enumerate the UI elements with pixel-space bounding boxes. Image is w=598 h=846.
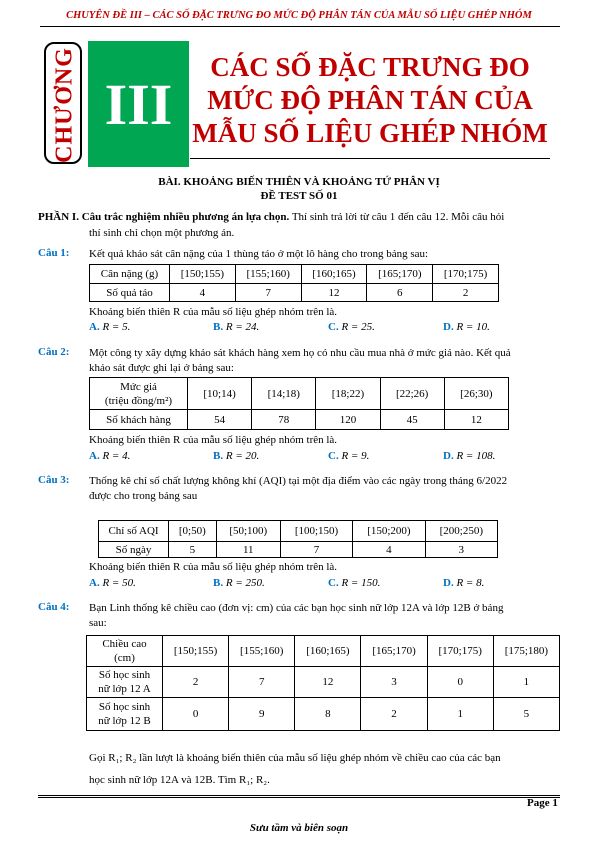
option-a[interactable]: A. R = 5.	[89, 321, 131, 333]
chapter-numeral: III	[88, 41, 189, 167]
question-4-table	[86, 635, 560, 731]
table-cell: [50;100)	[216, 521, 280, 542]
option-c[interactable]: C. R = 25.	[328, 321, 375, 333]
table-cell: 5	[169, 542, 217, 558]
option-d[interactable]: D. R = 8.	[443, 577, 485, 589]
table-cell: 120	[316, 410, 380, 430]
table-cell: [200;250)	[425, 521, 497, 542]
question-1-label: Câu 1:	[38, 247, 70, 259]
option-b[interactable]: B. R = 20.	[213, 450, 260, 462]
footer-credit: Sưu tầm và biên soạn	[249, 822, 349, 834]
table-cell: [175;180)	[493, 636, 559, 667]
table-cell: [10;14)	[188, 378, 252, 410]
part-label: PHẦN I. Câu trắc nghiệm nhiều phương án lựa chọn.	[38, 211, 290, 223]
table-cell: 5	[493, 698, 559, 731]
table-header-cell: Chiều cao (cm)	[87, 636, 163, 667]
table-cell: [155;160)	[235, 265, 301, 284]
document-header: CHUYÊN ĐỀ III – CÁC SỐ ĐẶC TRƯNG ĐO MỨC ĐỘ PHÂN TÁN CỦA MẪU SỐ LIỆU GHÉP NHÓM	[66, 10, 532, 21]
table-cell: [150;155)	[170, 265, 236, 284]
option-d[interactable]: D. R = 108.	[443, 450, 496, 462]
table-cell: Số quả táo	[90, 284, 170, 302]
table-cell: 3	[361, 667, 427, 698]
table-header-cell: Mức giá (triệu đồng/m²)	[90, 378, 188, 410]
question-1-text: Kết quả khảo sát cân nặng của 1 thùng táo ở một lô hàng cho trong bảng sau:	[89, 248, 429, 260]
question-4-ask: Gọi R₁; R₂ lần lượt là khoảng biến thiên của mẫu số liệu ghép nhóm về chiều cao của các bạn học sinh nữ lớp 12A và 12B. Tìm R₁; R₂.	[89, 752, 501, 786]
table-cell: 4	[170, 284, 236, 302]
table-cell: 11	[216, 542, 280, 558]
question-4-label: Câu 4:	[38, 601, 70, 613]
table-cell: 78	[252, 410, 316, 430]
table-cell: 8	[295, 698, 361, 731]
header-divider	[40, 26, 560, 27]
part-text: thí sinh chỉ chọn một phương án.	[89, 227, 235, 239]
option-b[interactable]: B. R = 24.	[213, 321, 260, 333]
question-3-text: Thống kê chỉ số chất lượng không khí (AQI) tại một địa điểm vào các ngày trong tháng 6/2022 được cho trong bảng sau	[89, 475, 508, 502]
table-cell: [100;150)	[280, 521, 352, 542]
table-cell: 0	[427, 667, 493, 698]
chapter-title-line: MẪU SỐ LIỆU GHÉP NHÓM	[192, 118, 548, 148]
table-cell: [170;175)	[433, 265, 499, 284]
chapter-title	[190, 51, 550, 150]
table-cell: 2	[163, 667, 229, 698]
table-cell: Số khách hàng	[90, 410, 188, 430]
table-cell: Chỉ số AQI	[99, 521, 169, 542]
table-cell: [22;26)	[380, 378, 444, 410]
question-2-label: Câu 2:	[38, 346, 70, 358]
footer-divider	[38, 795, 560, 798]
table-cell: 6	[367, 284, 433, 302]
chapter-label-box	[44, 42, 82, 164]
table-cell: [160;165)	[295, 636, 361, 667]
table-cell: [150;155)	[163, 636, 229, 667]
lesson-title: BÀI. KHOẢNG BIẾN THIÊN VÀ KHOẢNG TỨ PHÂN VỊ	[158, 176, 440, 188]
table-cell: Số ngày	[99, 542, 169, 558]
table-cell: 12	[295, 667, 361, 698]
table-cell: 1	[427, 698, 493, 731]
table-cell: 7	[280, 542, 352, 558]
table-cell: 1	[493, 667, 559, 698]
question-3-table	[98, 520, 498, 558]
chapter-label: CHƯƠNG	[51, 47, 78, 163]
option-a[interactable]: A. R = 50.	[89, 577, 136, 589]
table-cell: 12	[301, 284, 367, 302]
question-1-table	[89, 264, 499, 302]
question-1-ask: Khoảng biến thiên R của mẫu số liệu ghép nhóm trên là.	[89, 306, 338, 318]
page-number: Page 1	[527, 797, 558, 809]
part-instructions	[38, 209, 558, 241]
table-cell: [165;170)	[367, 265, 433, 284]
table-cell: 7	[235, 284, 301, 302]
table-cell: 0	[163, 698, 229, 731]
chapter-title-line: MỨC ĐỘ PHÂN TÁN CỦA	[207, 85, 533, 115]
option-c[interactable]: C. R = 150.	[328, 577, 381, 589]
table-cell: 2	[361, 698, 427, 731]
table-header-cell: Số học sinh nữ lớp 12 B	[87, 698, 163, 731]
table-cell: 45	[380, 410, 444, 430]
table-cell: [160;165)	[301, 265, 367, 284]
table-cell: [155;160)	[229, 636, 295, 667]
title-divider	[190, 158, 550, 159]
table-cell: [0;50)	[169, 521, 217, 542]
question-3-ask: Khoảng biến thiên R của mẫu số liệu ghép nhóm trên là.	[89, 561, 338, 573]
table-cell: [150;200)	[353, 521, 425, 542]
question-4-text: Bạn Linh thống kê chiều cao (đơn vị: cm) của các bạn học sinh nữ lớp 12A và lớp 12B ở bảng sau:	[89, 602, 504, 629]
table-cell: 9	[229, 698, 295, 731]
option-a[interactable]: A. R = 4.	[89, 450, 131, 462]
table-cell: [14;18)	[252, 378, 316, 410]
option-c[interactable]: C. R = 9.	[328, 450, 370, 462]
table-cell: 7	[229, 667, 295, 698]
test-title: ĐỀ TEST SỐ 01	[260, 190, 338, 202]
table-cell: 54	[188, 410, 252, 430]
table-cell: [165;170)	[361, 636, 427, 667]
table-header-cell: Số học sinh nữ lớp 12 A	[87, 667, 163, 698]
question-2-ask: Khoảng biến thiên R của mẫu số liệu ghép nhóm trên là.	[89, 434, 338, 446]
option-b[interactable]: B. R = 250.	[213, 577, 265, 589]
table-cell: 2	[433, 284, 499, 302]
option-d[interactable]: D. R = 10.	[443, 321, 490, 333]
table-cell: 3	[425, 542, 497, 558]
table-cell: Cân nặng (g)	[90, 265, 170, 284]
question-2-table	[89, 377, 509, 430]
chapter-title-line: CÁC SỐ ĐẶC TRƯNG ĐO	[210, 52, 530, 82]
question-2-text: Một công ty xây dựng khảo sát khách hàng xem họ có nhu cầu mua nhà ở mức giá nào. Kết quả khảo sát được ghi lại ở bảng sau:	[89, 347, 511, 374]
table-cell: [26;30)	[444, 378, 508, 410]
table-cell: [18;22)	[316, 378, 380, 410]
question-3-label: Câu 3:	[38, 474, 70, 486]
table-cell: 4	[353, 542, 425, 558]
table-cell: 12	[444, 410, 508, 430]
part-text: Thí sinh trả lời từ câu 1 đến câu 12. Mỗi câu hỏi	[291, 211, 505, 223]
table-cell: [170;175)	[427, 636, 493, 667]
